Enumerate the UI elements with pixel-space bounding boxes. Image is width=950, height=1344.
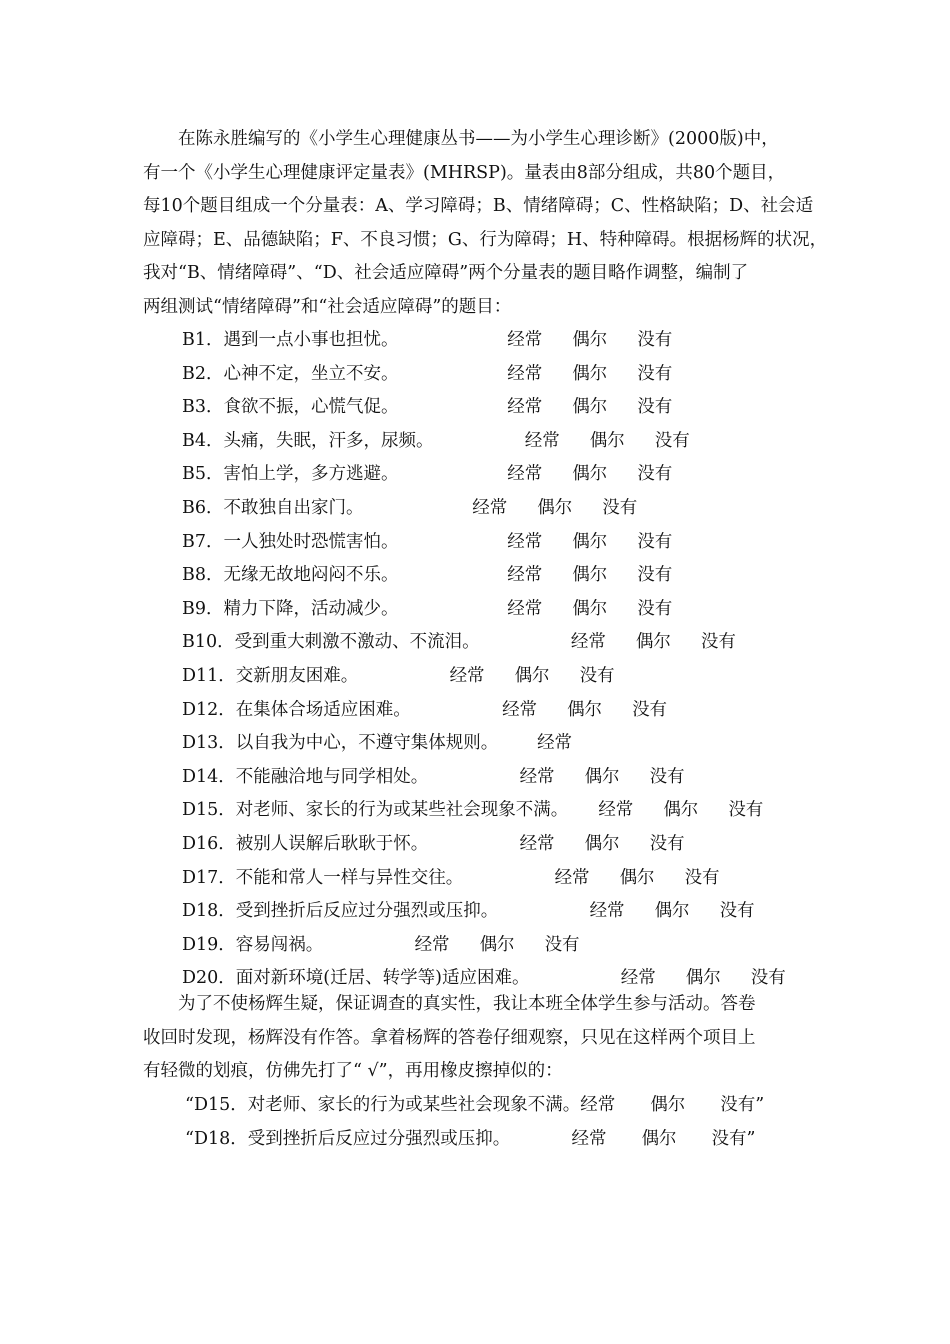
questionnaire-item [182,694,822,728]
quoted-item: “D18．受到挫折后反应过分强烈或压抑。 经常 偶尔 没有” [185,1128,756,1149]
item-option: 偶尔 [663,800,699,821]
item-option: 没有 [654,430,690,451]
item-option: 经常 [414,934,450,955]
item-question: B7．一人独处时恐慌害怕。 [182,531,478,552]
intro-line: 两组测试“情绪障碍”和“社会适应障碍”的题目： [143,296,512,317]
closing-line: 收回时发现，杨辉没有作答。拿着杨辉的答卷仔细观察，只见在这样两个项目上 [143,1027,756,1048]
item-option: 经常 [620,968,656,989]
item-option: 偶尔 [572,363,608,384]
questionnaire-item [182,492,822,526]
questionnaire-item [182,458,822,492]
item-option: 偶尔 [479,934,515,955]
quoted-items [185,1089,825,1156]
item-option: 偶尔 [572,330,608,350]
item-option: 偶尔 [567,699,603,720]
item-option: 偶尔 [514,665,550,686]
item-option: 偶尔 [572,531,608,552]
item-question: D13．以自我为中心，不遵守集体规则。 [182,733,508,754]
intro-line: 有一个《小学生心理健康评定量表》(MHRSP)。量表由8部分组成，共80个题目， [143,162,786,183]
item-question: B4．头痛，失眠，汗多，尿频。 [182,430,495,451]
item-option: 没有 [637,531,673,552]
item-option: 没有 [579,665,615,686]
item-option: 没有 [637,598,673,619]
item-option: 没有 [637,330,673,350]
item-option: 经常 [507,598,543,619]
item-option: 经常 [519,833,555,854]
item-option: 没有 [684,867,720,888]
item-question: D18．受到挫折后反应过分强烈或压抑。 [182,901,560,922]
item-question: B5．害怕上学，多方逃避。 [182,464,478,485]
item-option: 经常 [589,901,625,922]
item-option: 偶尔 [572,565,608,586]
closing-paragraph [143,988,813,1089]
item-option: 偶尔 [537,497,573,518]
item-option: 经常 [570,632,606,653]
questionnaire-item [182,358,822,392]
item-option: 经常 [524,430,560,451]
item-option: 经常 [519,766,555,787]
intro-line: 应障碍；E、品德缺陷；F、不良习惯；G、行为障碍；H、特种障碍。根据杨辉的状况， [143,229,828,250]
closing-line: 有轻微的划痕，仿佛先打了“ √”，再用橡皮擦掉似的： [143,1061,563,1082]
quoted-item: “D15．对老师、家长的行为或某些社会现象不满。经常 偶尔 没有” [185,1095,765,1115]
item-option: 经常 [502,699,538,720]
item-question: B8．无缘无故地闷闷不乐。 [182,565,478,586]
item-question: B2．心神不定，坐立不安。 [182,363,478,384]
questionnaire-item [182,895,822,929]
closing-line: 为了不使杨辉生疑，保证调查的真实性，我让本班全体学生参与活动。答卷 [143,994,756,1014]
item-question: B3．食欲不振，心慌气促。 [182,397,478,418]
questionnaire-item [182,794,822,828]
item-option: 没有 [637,565,673,586]
item-option: 经常 [537,733,573,754]
item-question: D14．不能融洽地与同学相处。 [182,766,490,787]
item-option: 偶尔 [619,867,655,888]
questionnaire-item [182,559,822,593]
item-question: B9．精力下降，活动减少。 [182,598,478,619]
item-question: D20．面对新环境(迁居、转学等)适应困难。 [182,968,591,989]
item-option: 偶尔 [572,464,608,485]
item-question: D19．容易闯祸。 [182,934,385,955]
item-option: 没有 [719,901,755,922]
questionnaire-item [182,626,822,660]
questionnaire-item [182,593,822,627]
questionnaire-item [182,727,822,761]
item-option: 偶尔 [589,430,625,451]
item-option: 偶尔 [572,397,608,418]
item-option: 没有 [632,699,668,720]
item-option: 没有 [649,833,685,854]
intro-line: 每10个题目组成一个分量表：A、学习障碍；B、情绪障碍；C、性格缺陷；D、社会适 [143,196,814,217]
intro-line: 我对“B、情绪障碍”、“D、社会适应障碍”两个分量表的题目略作调整，编制了 [143,263,749,284]
item-option: 经常 [507,363,543,384]
questionnaire-item [182,391,822,425]
item-option: 偶尔 [584,766,620,787]
item-option: 经常 [507,531,543,552]
item-option: 经常 [472,497,508,518]
intro-line: 在陈永胜编写的《小学生心理健康丛书——为小学生心理诊断》(2000版)中， [143,129,779,149]
questionnaire-items [182,324,822,996]
questionnaire-item [182,761,822,795]
item-option: 经常 [507,565,543,586]
item-option: 没有 [637,464,673,485]
item-option: 偶尔 [584,833,620,854]
item-question: D16．被别人误解后耿耿于怀。 [182,833,490,854]
questionnaire-item [182,929,822,963]
item-option: 没有 [602,497,638,518]
questionnaire-item [182,526,822,560]
questionnaire-item [182,862,822,896]
item-option: 没有 [728,800,764,821]
item-question: B6．不敢独自出家门。 [182,497,443,518]
item-option: 经常 [554,867,590,888]
item-option: 偶尔 [572,598,608,619]
item-option: 没有 [649,766,685,787]
item-question: D12．在集体合场适应困难。 [182,699,473,720]
item-option: 偶尔 [685,968,721,989]
item-option: 经常 [598,800,634,821]
item-option: 没有 [544,934,580,955]
item-question: D17．不能和常人一样与异性交往。 [182,867,525,888]
item-option: 没有 [700,632,736,653]
item-question: D11．交新朋友困难。 [182,665,420,686]
item-question: B10．受到重大刺激不激动、不流泪。 [182,632,541,653]
item-option: 经常 [507,397,543,418]
item-option: 没有 [637,363,673,384]
item-option: 偶尔 [654,901,690,922]
questionnaire-item [182,828,822,862]
item-option: 没有 [750,968,786,989]
item-question: B1．遇到一点小事也担忧。 [182,330,478,350]
item-question: D15．对老师、家长的行为或某些社会现象不满。 [182,800,569,821]
questionnaire-item [182,660,822,694]
item-option: 经常 [449,665,485,686]
intro-paragraph [143,123,828,325]
questionnaire-item [182,324,822,358]
item-option: 偶尔 [635,632,671,653]
questionnaire-item [182,425,822,459]
item-option: 经常 [507,330,543,350]
item-option: 没有 [637,397,673,418]
item-option: 经常 [507,464,543,485]
